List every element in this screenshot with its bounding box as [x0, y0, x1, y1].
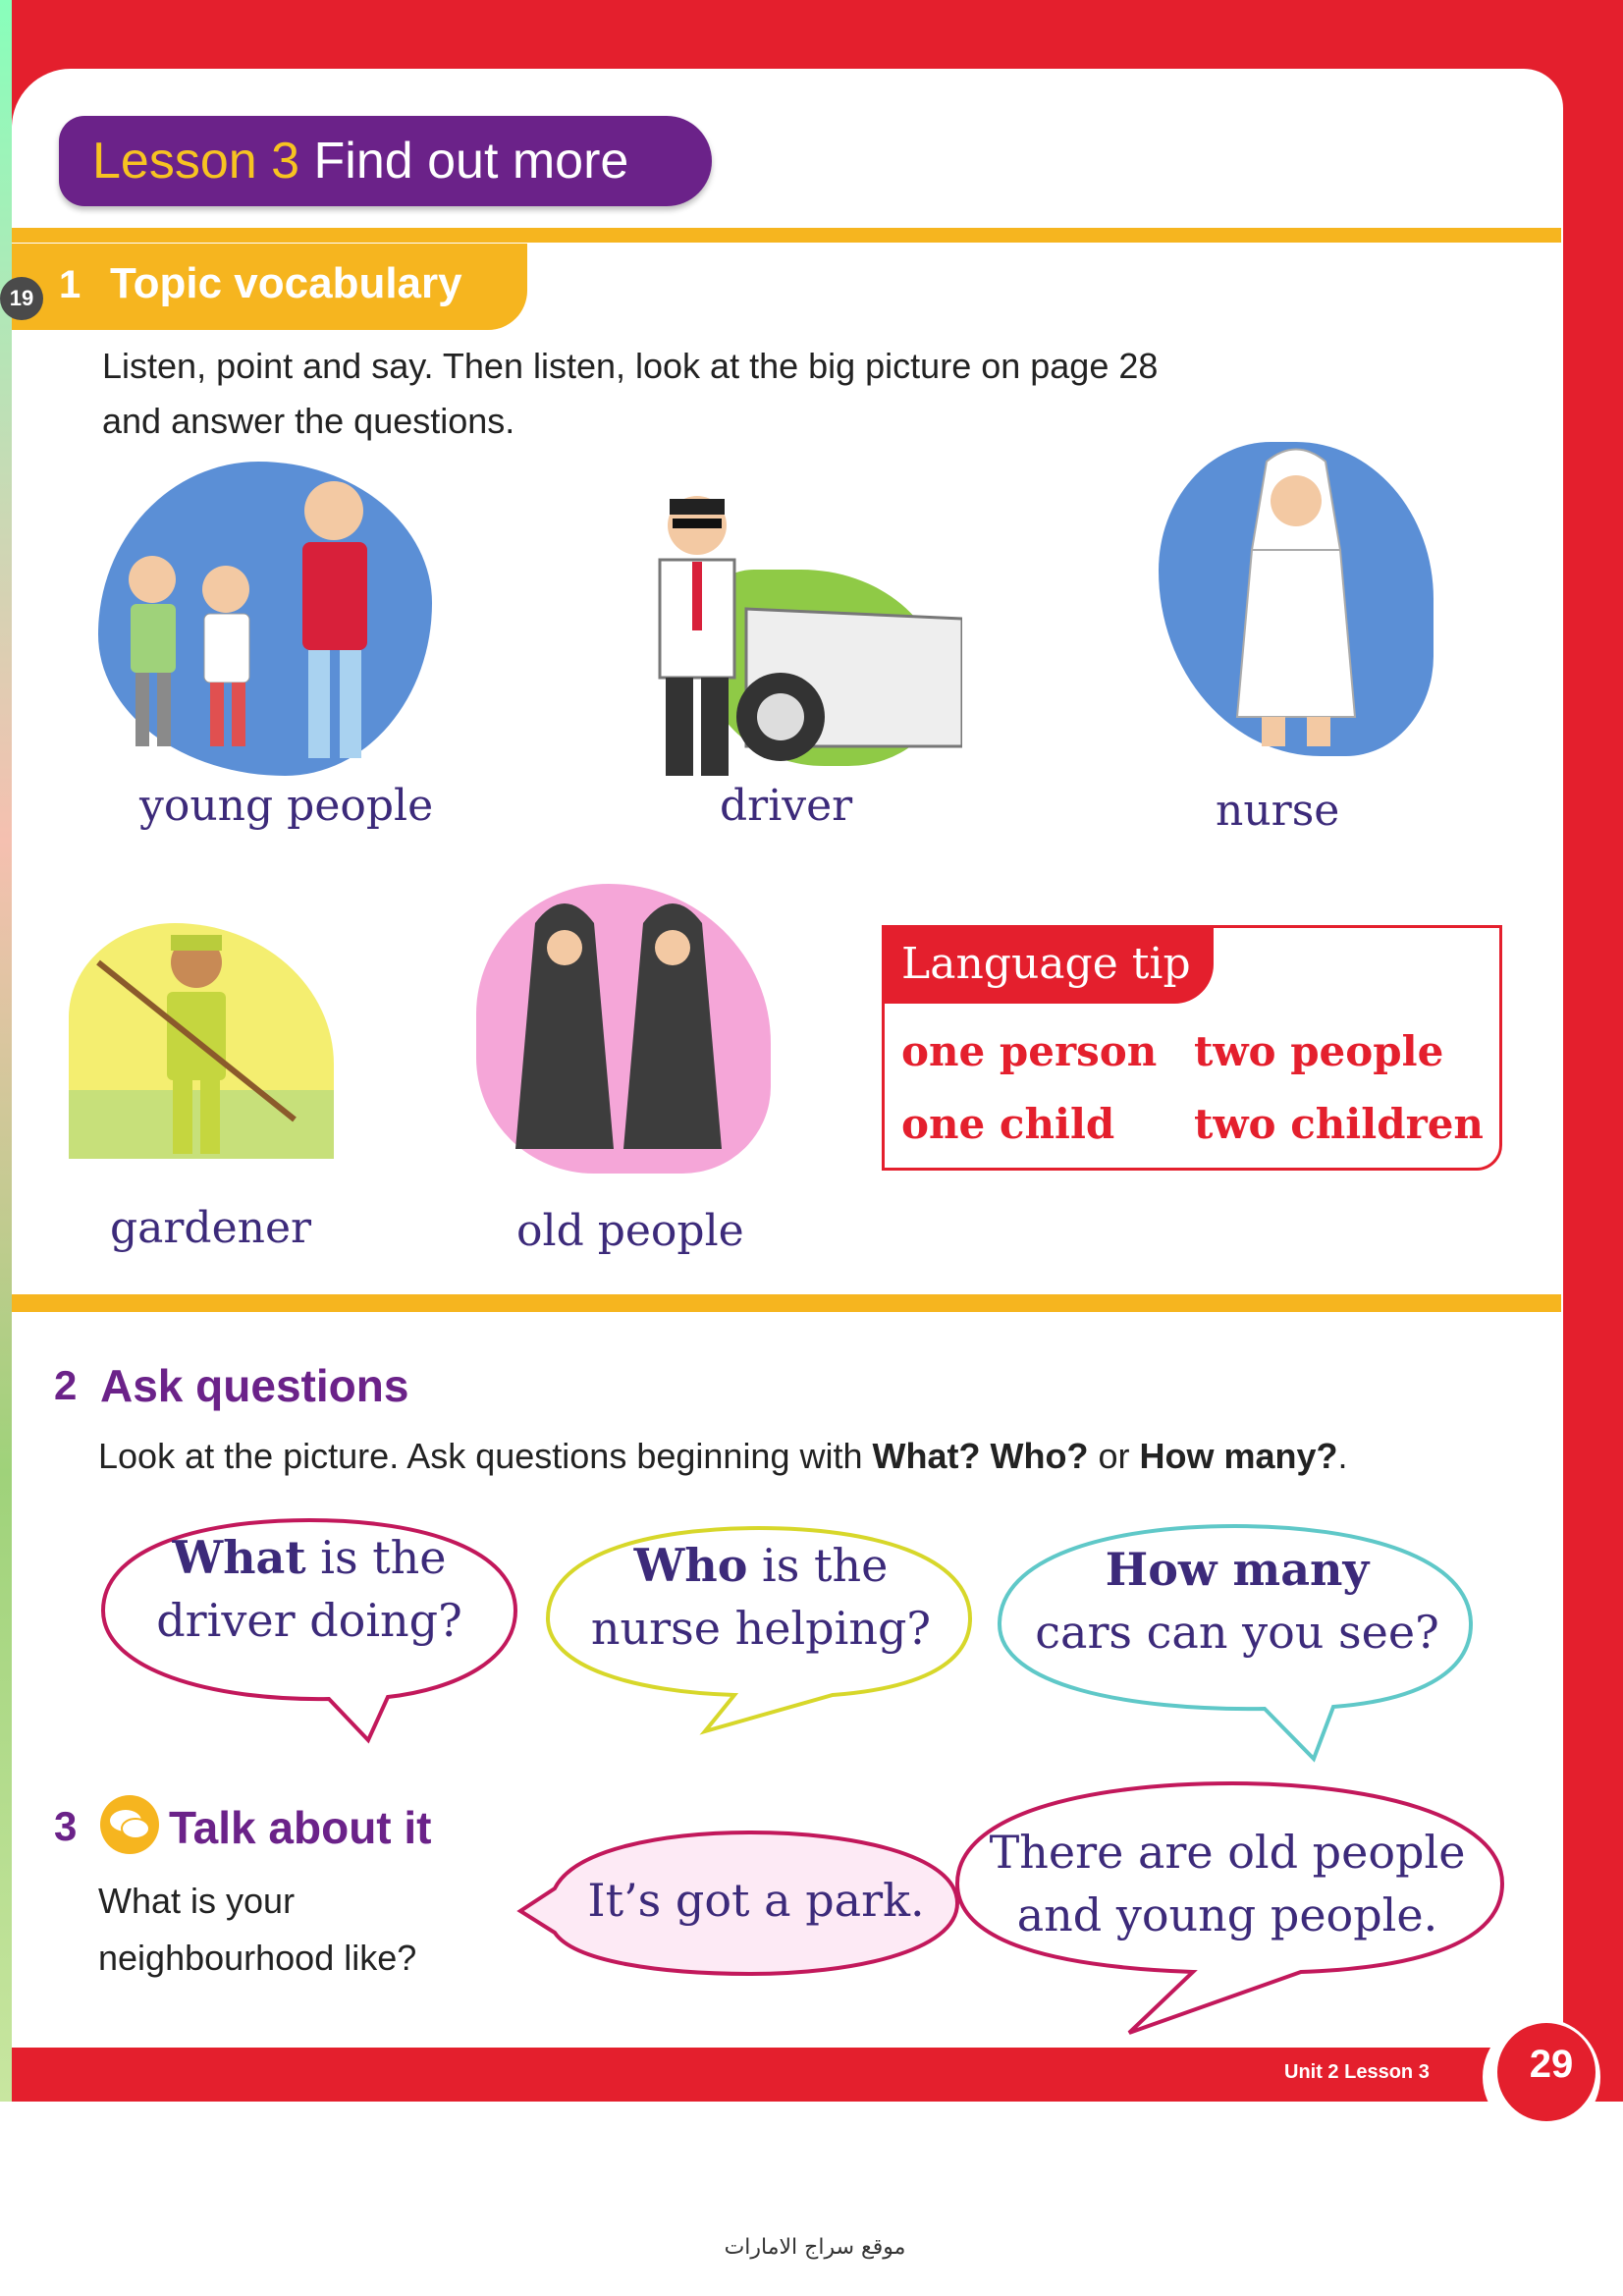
prompt-line: neighbourhood like? — [98, 1938, 417, 1978]
bubble-line — [1021, 1538, 1453, 1601]
section-1-instruction — [102, 339, 1379, 449]
bubble-who-text — [569, 1534, 952, 1660]
gardener-figure-icon — [69, 923, 334, 1159]
bubble-keyword: Who — [633, 1539, 748, 1592]
section-2-instruction — [98, 1436, 1348, 1477]
bubble-line — [569, 1534, 952, 1597]
bubble-what-text — [123, 1526, 496, 1652]
section-3-number: 3 — [54, 1803, 78, 1849]
bubble-park-text — [560, 1869, 952, 1932]
lesson-title-pill — [59, 116, 712, 206]
bubble-line: There are old people — [989, 1826, 1466, 1879]
page-frame-right — [1561, 0, 1623, 2102]
scan-margin — [0, 2102, 1623, 2296]
prompt-line: What is your — [98, 1881, 296, 1921]
bubble-keyword: What — [172, 1531, 306, 1584]
bubble-word: is the — [747, 1539, 889, 1592]
tip-one-person: one person — [901, 1027, 1158, 1075]
bubble-how-many-text — [1021, 1538, 1453, 1664]
section-1-title: Topic vocabulary — [110, 259, 462, 307]
section-2-title: Ask questions — [100, 1360, 409, 1411]
tip-one-child: one child — [901, 1100, 1115, 1148]
young-people-illustration — [98, 462, 432, 776]
instruction-bold: How many? — [1139, 1436, 1338, 1476]
lesson-number: Lesson 3 — [92, 133, 300, 190]
bubble-line: It’s got a park. — [587, 1874, 925, 1927]
bubble-line: nurse helping? — [590, 1602, 932, 1655]
audio-track-badge[interactable]: 19 — [0, 277, 43, 320]
bubble-word: is the — [305, 1531, 447, 1584]
bubble-old-young-text — [972, 1821, 1483, 1946]
old-people-figures-icon — [476, 884, 771, 1174]
tip-two-people: two people — [1194, 1027, 1444, 1075]
young-people-figures-icon — [98, 462, 432, 776]
bubble-line: cars can you see? — [1035, 1606, 1439, 1659]
section-2-number: 2 — [54, 1362, 78, 1408]
bubble-line — [123, 1526, 496, 1589]
section-divider — [12, 1294, 1561, 1312]
vocab-nurse: nurse — [1216, 786, 1340, 836]
section-divider — [12, 228, 1561, 243]
vocab-gardener: gardener — [110, 1203, 312, 1253]
instruction-text: Look at the picture. Ask questions beginning with — [98, 1436, 873, 1476]
instruction-text: or — [1088, 1436, 1140, 1476]
page-number: 29 — [1529, 2043, 1574, 2086]
instruction-line: Listen, point and say. Then listen, look at the big picture on page 28 — [102, 346, 1159, 386]
lesson-title: Find out more — [313, 133, 629, 190]
vocab-old-people: old people — [516, 1206, 744, 1256]
section-1-number: 1 — [59, 263, 81, 306]
driver-figure-icon — [638, 471, 962, 786]
site-watermark-text: موقع سراج الامارات — [724, 2235, 906, 2260]
nurse-figure-icon — [1159, 442, 1434, 756]
tip-two-children: two children — [1194, 1100, 1484, 1148]
instruction-bold: What? Who? — [872, 1436, 1089, 1476]
old-people-illustration — [476, 884, 771, 1174]
bubble-line: driver doing? — [156, 1594, 462, 1647]
instruction-text: . — [1337, 1436, 1348, 1476]
unit-lesson-label: Unit 2 Lesson 3 — [1284, 2061, 1430, 2083]
vocab-driver: driver — [720, 781, 853, 831]
instruction-line: and answer the questions. — [102, 401, 515, 441]
section-3-prompt — [98, 1873, 416, 1987]
talk-icon — [100, 1795, 159, 1854]
vocab-young-people: young people — [139, 781, 434, 831]
bubble-keyword: How many — [1105, 1543, 1370, 1596]
nurse-illustration — [1159, 442, 1434, 756]
bubble-line: and young people. — [1016, 1888, 1438, 1941]
gardener-illustration — [69, 923, 334, 1159]
section-3-title: Talk about it — [169, 1802, 432, 1853]
language-tip-title: Language tip — [882, 925, 1214, 1004]
speech-icon — [100, 1795, 159, 1854]
